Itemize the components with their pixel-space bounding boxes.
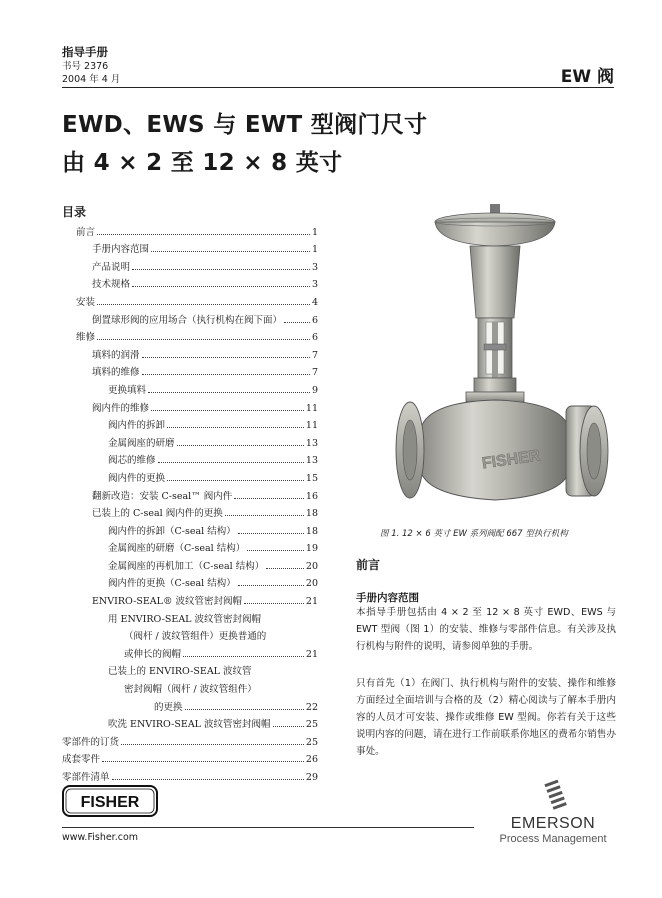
bonnet (474, 378, 516, 392)
toc-entry-title: ENVIRO-SEAL® 波纹管密封阀帽 (92, 596, 242, 608)
toc-leader-dots (266, 568, 304, 569)
toc-entry-title: 阀内件的拆卸（C-seal 结构） (108, 525, 236, 537)
fisher-logo-text: FISHER (80, 794, 140, 811)
body-cast-marking: FISHER (480, 447, 542, 473)
toc-entry-title: 用 ENVIRO-SEAL 波纹管密封阀帽 (108, 613, 262, 625)
toc-entry[interactable] (62, 308, 318, 326)
figure-caption: 图 1. 12 × 6 英寸 EW 系列阀配 667 型执行机构 (380, 529, 568, 539)
doc-number: 书号 2376 (62, 61, 109, 72)
toc-entry[interactable] (62, 396, 318, 414)
toc-entry[interactable] (62, 554, 318, 572)
toc-entry-page: 9 (311, 384, 318, 396)
toc-entry-page: 4 (311, 296, 318, 308)
toc-entry[interactable] (62, 537, 318, 555)
toc-leader-dots (238, 533, 304, 534)
toc-entry-page: 20 (305, 560, 318, 572)
toc-entry-title: 金属阀座的研磨 (108, 437, 175, 449)
stem-connector (484, 344, 506, 350)
toc-entry-page: 16 (305, 490, 318, 502)
toc-entry-title: 金属阀座的研磨（C-seal 结构） (108, 543, 246, 555)
toc-entry-page: 19 (305, 543, 318, 555)
toc-entry[interactable] (62, 255, 318, 273)
page-title-line2: 由 4 × 2 至 12 × 8 英寸 (62, 150, 343, 176)
toc-entry-title: 阀内件的更换（C-seal 结构） (108, 578, 236, 590)
toc-heading: 目录 (62, 205, 87, 219)
toc-leader-dots (247, 550, 304, 551)
toc-leader-dots (244, 603, 304, 604)
toc-entry[interactable] (62, 378, 318, 396)
toc-entry-title: 已装上的 C-seal 阀内件的更换 (92, 508, 223, 520)
toc-entry-page: 29 (305, 772, 318, 783)
actuator-lower-casing (435, 222, 555, 246)
toc-leader-dots (225, 515, 304, 516)
toc-entry-title: 安装 (76, 296, 96, 308)
toc-entry-page: 1 (311, 226, 318, 238)
emerson-logo (493, 778, 613, 848)
doc-date: 2004 年 4 月 (62, 74, 121, 85)
toc-leader-dots (148, 392, 310, 393)
toc-entry[interactable] (62, 273, 318, 291)
toc-entry[interactable] (62, 695, 318, 713)
toc-entry[interactable] (62, 414, 318, 432)
toc-entry-page: 6 (311, 314, 318, 326)
toc-entry[interactable] (62, 326, 318, 344)
toc-entry[interactable] (62, 466, 318, 484)
intro-paragraph-2: 只有首先（1）在阀门、执行机构与附件的安装、操作和维修方面经过全面培训与合格的及（2）精心阅读与了解本手册内容的人员才可安装、操作或维修 EW 型阀。你若有关于这些说明内容的问题，请在进行工作前联系你地区的费希尔销售办事处。 (356, 678, 616, 757)
toc-leader-dots (97, 304, 310, 305)
toc-entry[interactable] (62, 290, 318, 308)
toc-entry-title: 零部件的订货 (62, 736, 120, 748)
toc-entry[interactable] (62, 449, 318, 467)
toc-entry-page: 18 (305, 525, 318, 537)
toc-entry-page: 25 (305, 719, 318, 731)
toc-entry-title: 填料的润滑 (92, 349, 140, 361)
toc-entry[interactable] (62, 642, 318, 660)
product-name: EW 阀 (560, 67, 614, 87)
toc-entry-page: 3 (311, 279, 318, 291)
header-divider (62, 87, 614, 88)
toc-entry-page: 21 (305, 648, 318, 660)
toc-leader-dots (167, 480, 304, 481)
fisher-logo (62, 785, 158, 817)
toc-leader-dots (151, 410, 304, 411)
toc-entry-title: 成套零件 (62, 754, 101, 766)
toc-entry-title: 金属阀座的再机加工（C-seal 结构） (108, 560, 265, 572)
toc-entry[interactable] (62, 343, 318, 361)
toc-leader-dots (142, 374, 310, 375)
toc-entry-page: 21 (305, 596, 318, 608)
actuator-yoke (470, 246, 520, 318)
toc-entry-title: 或伸长的阀帽 (124, 648, 182, 660)
toc-entry[interactable] (62, 589, 318, 607)
toc-entry-page: 15 (305, 472, 318, 484)
toc-entry-title: （阀杆 / 波纹管组件）更换普通的 (124, 631, 267, 643)
toc-entry-page: 11 (305, 402, 318, 414)
toc-entry-page: 11 (305, 420, 318, 432)
actuator-top-knob (490, 204, 500, 214)
toc-entry[interactable] (62, 730, 318, 748)
toc-entry-title: 技术规格 (92, 279, 131, 291)
toc-entry-title: 已装上的 ENVIRO-SEAL 波纹管 (108, 666, 252, 678)
toc-entry-title: 手册内容范围 (92, 244, 150, 256)
valve-photo (380, 200, 612, 515)
toc-entry-page: 22 (305, 701, 318, 713)
toc-entry-page: 3 (311, 261, 318, 273)
toc-entry[interactable] (62, 765, 318, 783)
toc-leader-dots (97, 339, 310, 340)
toc-leader-dots (112, 779, 304, 780)
toc-entry[interactable] (62, 502, 318, 520)
toc-entry-title: 零部件清单 (62, 772, 110, 783)
toc-leader-dots (273, 726, 304, 727)
toc-entry-page: 25 (305, 736, 318, 748)
toc-leader-dots (185, 709, 304, 710)
toc-entry[interactable] (62, 484, 318, 502)
toc-entry-title: 翻新改造：安装 C-seal™ 阀内件 (92, 490, 233, 502)
toc-entry[interactable] (62, 713, 318, 731)
toc-entry[interactable] (62, 625, 318, 643)
toc-entry-page: 20 (305, 578, 318, 590)
doc-type-label: 指导手册 (62, 45, 108, 59)
toc-entry[interactable] (62, 361, 318, 379)
toc-leader-dots (151, 251, 310, 252)
footer-divider (62, 827, 474, 828)
section-heading: 前言 (356, 558, 381, 572)
toc-leader-dots (102, 761, 304, 762)
toc-leader-dots (284, 322, 310, 323)
toc-leader-dots (132, 269, 310, 270)
toc-entry-page: 18 (305, 508, 318, 520)
toc-leader-dots (234, 498, 304, 499)
toc-leader-dots (97, 234, 310, 235)
toc-entry[interactable] (62, 519, 318, 537)
toc-leader-dots (158, 462, 304, 463)
toc-entry[interactable] (62, 677, 318, 695)
toc-entry-page: 1 (311, 244, 318, 256)
toc-entry[interactable] (62, 748, 318, 766)
toc-entry-title: 阀内件的更换 (108, 472, 166, 484)
table-of-contents (62, 220, 318, 783)
page-title-line1: EWD、EWS 与 EWT 型阀门尺寸 (62, 112, 428, 138)
toc-entry[interactable] (62, 572, 318, 590)
toc-entry-title: 维修 (76, 332, 96, 344)
toc-leader-dots (142, 357, 310, 358)
toc-entry-page: 6 (311, 332, 318, 344)
toc-entry-title: 密封阀帽（阀杆 / 波纹管组件） (124, 684, 257, 696)
toc-entry-page: 13 (305, 455, 318, 467)
toc-entry-page: 7 (311, 367, 318, 379)
toc-leader-dots (167, 427, 304, 428)
toc-entry-title: 前言 (76, 226, 96, 238)
footer-url: www.Fisher.com (62, 832, 139, 843)
toc-entry-title: 阀内件的维修 (92, 402, 150, 414)
toc-entry-page: 13 (305, 437, 318, 449)
toc-entry[interactable] (62, 431, 318, 449)
toc-entry-title: 产品说明 (92, 261, 131, 273)
emerson-logo-subtext: Process Management (499, 833, 607, 845)
toc-entry-page: 7 (311, 349, 318, 361)
emerson-logo-text: EMERSON (510, 815, 596, 832)
toc-entry-title: 的更换 (154, 701, 183, 713)
intro-paragraph-1: 本指导手册包括由 4 × 2 至 12 × 8 英寸 EWD、EWS 与 EWT 型阀（图 1）的安装、维修与零部件信息。有关涉及执行机构与附件的说明，请参阅单独的手册。 (356, 607, 616, 652)
toc-entry[interactable] (62, 238, 318, 256)
toc-entry-title: 倒置球形阀的应用场合（执行机构在阀下面） (92, 314, 283, 326)
toc-entry-title: 更换填料 (108, 384, 147, 396)
toc-leader-dots (132, 286, 310, 287)
toc-entry-title: 填料的维修 (92, 367, 140, 379)
toc-entry[interactable] (62, 220, 318, 238)
section-subheading: 手册内容范围 (356, 592, 419, 604)
valve-body (420, 400, 570, 500)
toc-leader-dots (183, 656, 304, 657)
toc-leader-dots (121, 744, 304, 745)
toc-leader-dots (238, 585, 304, 586)
toc-entry-page: 26 (305, 754, 318, 766)
toc-leader-dots (177, 445, 304, 446)
toc-entry-title: 吹洗 ENVIRO-SEAL 波纹管密封阀帽 (108, 719, 271, 731)
toc-entry[interactable] (62, 660, 318, 678)
toc-entry[interactable] (62, 607, 318, 625)
toc-entry-title: 阀内件的拆卸 (108, 420, 166, 432)
toc-entry-title: 阀芯的维修 (108, 455, 156, 467)
